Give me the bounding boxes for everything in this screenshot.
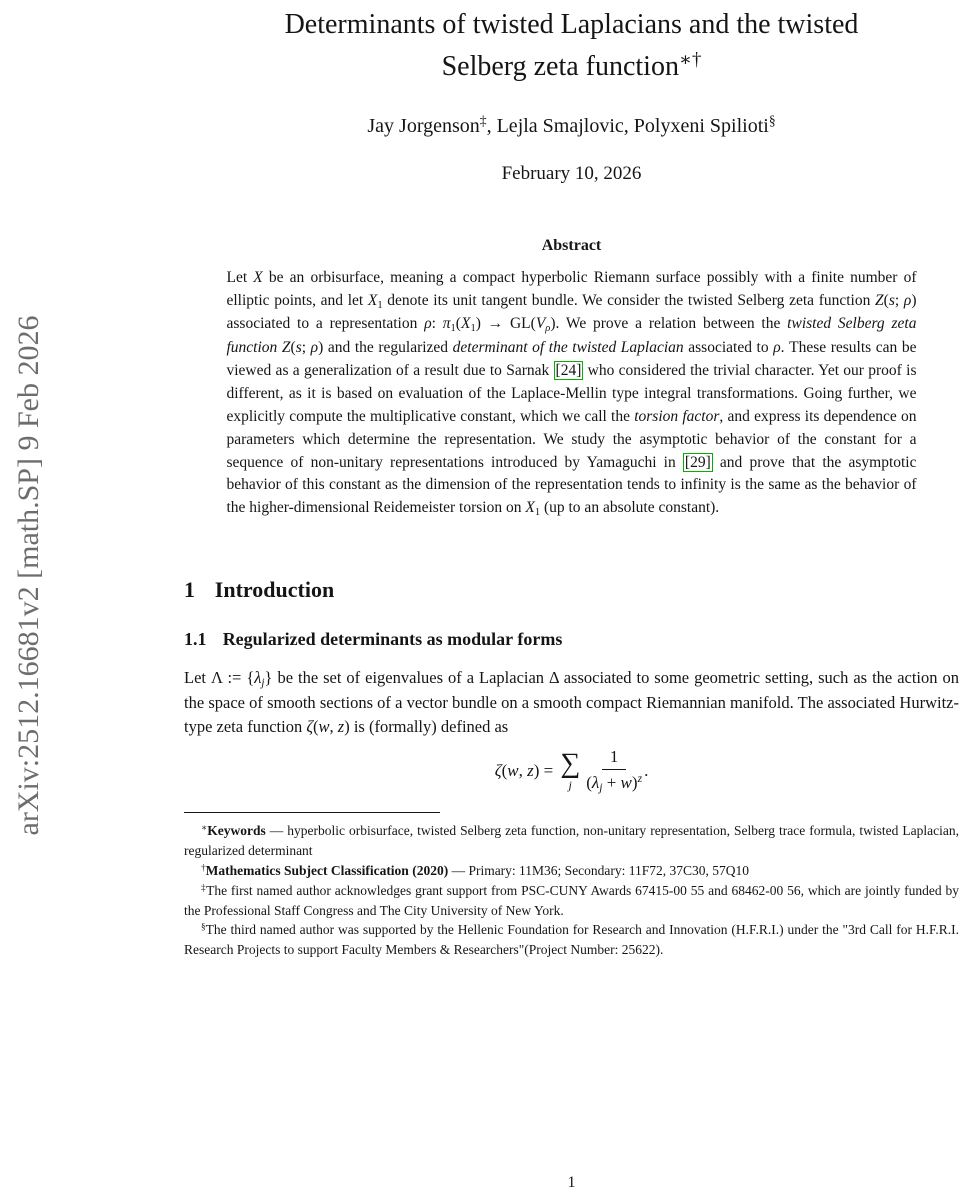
text-segment: denote its unit tangent bundle. We consider the twisted Selberg zeta function — [382, 291, 876, 309]
text-segment: Let Λ := { — [184, 667, 255, 687]
text-segment: ∗ — [201, 822, 208, 833]
sigma-glyph: ∑ — [560, 748, 581, 780]
footnote-hfri — [184, 920, 959, 960]
text-segment: z — [337, 717, 345, 737]
text-segment: ) → GL( — [475, 315, 536, 333]
text-segment: 1 — [470, 323, 476, 335]
subsection-1-1-number: 1.1 — [184, 628, 207, 649]
text-segment: w — [318, 717, 330, 737]
text-segment: : — [431, 315, 443, 333]
text-segment: Let — [226, 268, 254, 286]
text-segment: s — [295, 338, 302, 356]
text-segment: ρ — [773, 338, 781, 356]
text-segment: X — [253, 268, 263, 286]
text-segment: associated to — [683, 338, 774, 356]
arxiv-watermark: arXiv:2512.16681v2 [math.SP] 9 Feb 2026 — [12, 315, 45, 836]
text-segment: twisted Selberg zeta function — [226, 315, 917, 356]
subsection-1-1-title: Regularized determinants as modular forms — [222, 628, 563, 649]
page-number: 1 — [567, 1174, 576, 1191]
formula-period: . — [644, 760, 649, 780]
text-segment: ). We prove a relation between the — [550, 315, 788, 333]
text-segment: j — [261, 677, 265, 690]
text-segment: Jay Jorgenson — [367, 114, 480, 137]
text-segment: V — [535, 315, 546, 333]
text-segment: be an orbisurface, meaning a compact hyperbolic Riemann surface possibly with a finite number of elliptic points, and let — [226, 268, 917, 309]
abstract-block — [227, 237, 917, 521]
text-segment: ( — [290, 338, 296, 356]
text-segment: ( — [883, 291, 889, 309]
paper-page — [184, 0, 959, 960]
footnote-keywords — [184, 821, 959, 861]
fraction-numerator: 1 — [602, 747, 627, 770]
title-line-2: Selberg zeta function — [441, 51, 679, 82]
text-segment: w — [507, 760, 519, 780]
text-segment: ρ — [903, 291, 912, 309]
citation-link[interactable]: [29] — [684, 453, 711, 471]
text-segment: j — [599, 781, 603, 795]
text-segment: π — [442, 315, 451, 333]
text-segment: , and express its dependence on parameters which determine the representation. We study the asymptotic behavior of the constant for a sequence of non-unitary representations introduced by Yamaguchi in — [226, 407, 917, 471]
text-segment: z — [527, 760, 534, 780]
text-segment: z — [637, 772, 643, 786]
text-segment: X — [367, 291, 378, 309]
abstract-body — [227, 267, 917, 521]
footnotes-block — [184, 812, 959, 960]
citation-link[interactable]: [24] — [555, 361, 582, 379]
text-segment: Z — [875, 291, 884, 309]
text-segment: ρ — [310, 338, 319, 356]
text-segment: (up to an absolute constant). — [540, 499, 720, 517]
text-segment: ρ — [545, 323, 551, 335]
text-segment: 1 — [377, 299, 383, 311]
display-formula — [184, 747, 959, 794]
subsection-1-1-heading — [184, 629, 959, 650]
fraction — [586, 747, 642, 794]
text-segment: } be the set of eigenvalues of a Laplacian Δ associated to some geometric setting, such as the action on the space of smooth sections of a vector bundle on a smooth compact Riemannian manifold. The associated Hurwitz-type zeta function — [184, 667, 959, 737]
text-segment: ; — [894, 291, 904, 309]
text-segment: determinant of the twisted Laplacian — [452, 338, 684, 356]
text-segment: ( — [501, 760, 508, 780]
text-segment: + — [602, 772, 621, 792]
text-segment: † — [201, 862, 206, 873]
text-segment: — hyperbolic orbisurface, twisted Selberg zeta function, non-unitary representation, Selberg trace formula, twisted Laplacian, regularized determinant — [184, 823, 959, 859]
text-segment: ‡ — [201, 882, 207, 893]
text-segment: ) — [631, 772, 638, 792]
text-segment: λ — [254, 667, 262, 687]
section-1-heading — [184, 577, 959, 603]
text-segment: — Primary: 11M36; Secondary: 11F72, 37C30, 57Q10 — [448, 862, 750, 878]
text-segment: 1 — [450, 323, 456, 335]
text-segment: X — [525, 499, 535, 517]
text-segment: ζ — [494, 760, 502, 780]
intro-paragraph — [184, 666, 959, 739]
text-segment: λ — [591, 772, 600, 792]
summation-index: j — [568, 778, 572, 793]
text-segment: ζ — [306, 717, 314, 737]
text-segment: , — [518, 760, 528, 780]
text-segment: torsion factor — [634, 407, 720, 425]
text-segment: The first named author acknowledges grant support from PSC-CUNY Awards 67415-00 55 and 68462-00 56, which are jointly funded by the Professional Staff Congress and The City University of New York. — [184, 882, 959, 918]
text-segment: , — [329, 717, 338, 737]
text-segment: ( — [586, 772, 592, 792]
authors-line — [184, 112, 959, 139]
summation-symbol — [560, 750, 580, 791]
footnote-rule — [184, 812, 440, 813]
abstract-heading: Abstract — [541, 236, 602, 254]
text-segment: ρ — [424, 315, 432, 333]
title-footnote-marks: ∗† — [678, 49, 702, 71]
formula-lhs — [495, 761, 554, 781]
text-segment: w — [620, 772, 632, 792]
text-segment: Mathematics Subject Classification (2020) — [205, 862, 449, 878]
text-segment: § — [201, 921, 206, 932]
text-segment: . These results can be viewed as a generalization of a result due to Sarnak — [226, 338, 917, 379]
paper-title — [184, 4, 959, 88]
text-segment: § — [768, 113, 776, 128]
text-segment: , Lejla Smajlovic, Polyxeni Spilioti — [486, 114, 769, 137]
section-1-number: 1 — [184, 576, 195, 602]
text-segment: ‡ — [479, 113, 487, 128]
text-segment: ( — [313, 717, 319, 737]
footnote-grant — [184, 881, 959, 921]
text-segment: 1 — [534, 507, 541, 519]
text-segment: Keywords — [207, 823, 266, 839]
text-segment: ) = — [533, 760, 554, 780]
text-segment: ; — [301, 338, 311, 356]
section-1-title: Introduction — [214, 576, 335, 602]
date-line: February 10, 2026 — [501, 162, 642, 184]
text-segment: The third named author was supported by the Hellenic Foundation for Research and Innovation (H.F.R.I.) under the "3rd Call for H.F.R.I. Research Projects to support Faculty Members & Researchers"(Project Number: 25622). — [184, 922, 959, 958]
text-segment: Z — [281, 338, 291, 356]
text-segment: ) is (formally) defined as — [344, 717, 509, 737]
text-segment: X — [460, 315, 471, 333]
text-segment: ( — [455, 315, 461, 333]
title-line-1: Determinants of twisted Laplacians and the twisted — [284, 9, 859, 40]
footnote-msc — [184, 861, 959, 881]
text-segment: and prove that the asymptotic behavior of this constant as the dimension of the representation tends to infinity is the same as the behavior of the higher-dimensional Reidemeister torsion on — [226, 453, 917, 517]
text-segment: s — [888, 291, 895, 309]
fraction-denominator — [586, 770, 642, 794]
text-segment: ) and the regularized — [318, 338, 453, 356]
text-segment: ) associated to a representation — [226, 291, 917, 333]
text-segment: who considered the trivial character. Yet our proof is different, as it is based on evaluation of the Laplace-Mellin type integral transformations. Going further, we explicitly compute the multiplicative constant, which we call the — [226, 361, 917, 425]
